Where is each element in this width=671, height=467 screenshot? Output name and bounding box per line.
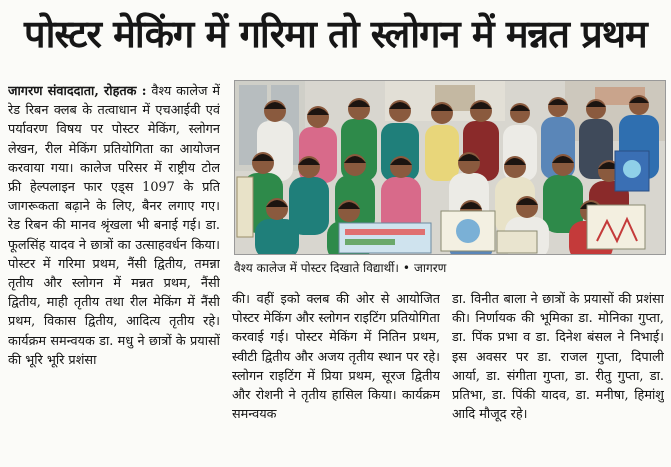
article-column-3: डा. विनीत बाला ने छात्रों के प्रयासों की प्रशंसा की। निर्णायक की भूमिका डा. मोनिका गुप्ता, डा. पिंक प्रभा व डा. दिनेश बंसल ने निभाई। इस अवसर पर डा. राजल गुप्ता, दिपाली आर्या, डा. संगीता गुप्ता, डा. रीतु गुप्ता, डा. प्रतिभा, डा. पिंकी यादव, डा. मनीषा, हिमांशु आदि मौजूद रहे। xyxy=(452,292,664,423)
photo-caption xyxy=(234,258,664,278)
photo-credit: जागरण xyxy=(414,261,447,275)
article-text-column-1: वैश्य कालेज में रेड रिबन क्लब के तत्वाधान में एचआईवी एवं पर्यावरण विषय पर पोस्टर मेकिंग, स्लोगन लेखन, रील मेकिंग प्रतियोगिता का आयोजन करवाया गया। कालेज परिसर में राष्ट्रीय टोल फ्री हेल्पलाइन फार एड्स 1097 के प्रति जागरूकता बढ़ाने के लिए, बैनर लगाए गए। रेड रिबन की मानव श्रृंखला भी बनाई गई। डा. फूलसिंह यादव ने छात्रों का उत्साहवर्धन किया। पोस्टर में गरिमा प्रथम, नैंसी द्वितीय, तमन्ना तृतीय और स्लोगन में मन्नत प्रथम, नैंसी द्वितीय, माही तृतीय तथा रील मेकिंग में नैंसी प्रथम, विकास द्वितीय, आदित्य तृतीय रहे। कार्यक्रम समन्वयक डा. मधु ने छात्रों के प्रयासों की भूरि भूरि प्रशंसा xyxy=(8,84,220,368)
headline: पोस्टर मेकिंग में गरिमा तो स्लोगन में मन्नत प्रथम xyxy=(24,12,647,56)
dateline: जागरण संवाददाता, रोहतक : xyxy=(8,84,147,99)
caption-separator: • xyxy=(402,261,410,275)
article-column-2: की। वहीं इको क्लब की ओर से आयोजित पोस्टर मेकिंग और स्लोगन राइटिंग प्रतियोगिता करवाई गई। पोस्टर मेकिंग में नितिन प्रथम, स्वीटी द्वितीय और अजय तृतीय स्थान पर रहे। स्लोगन राइटिंग में प्रिया प्रथम, सूरज द्वितीय और रोशनी ने तृतीय हासिल किया। कार्यक्रम समन्वयक xyxy=(232,292,440,423)
news-photo xyxy=(234,80,666,255)
article-column-1 xyxy=(8,82,220,462)
students-with-posters-illustration xyxy=(235,81,665,254)
caption-text: वैश्य कालेज में पोस्टर दिखाते विद्यार्थी। xyxy=(234,261,399,275)
